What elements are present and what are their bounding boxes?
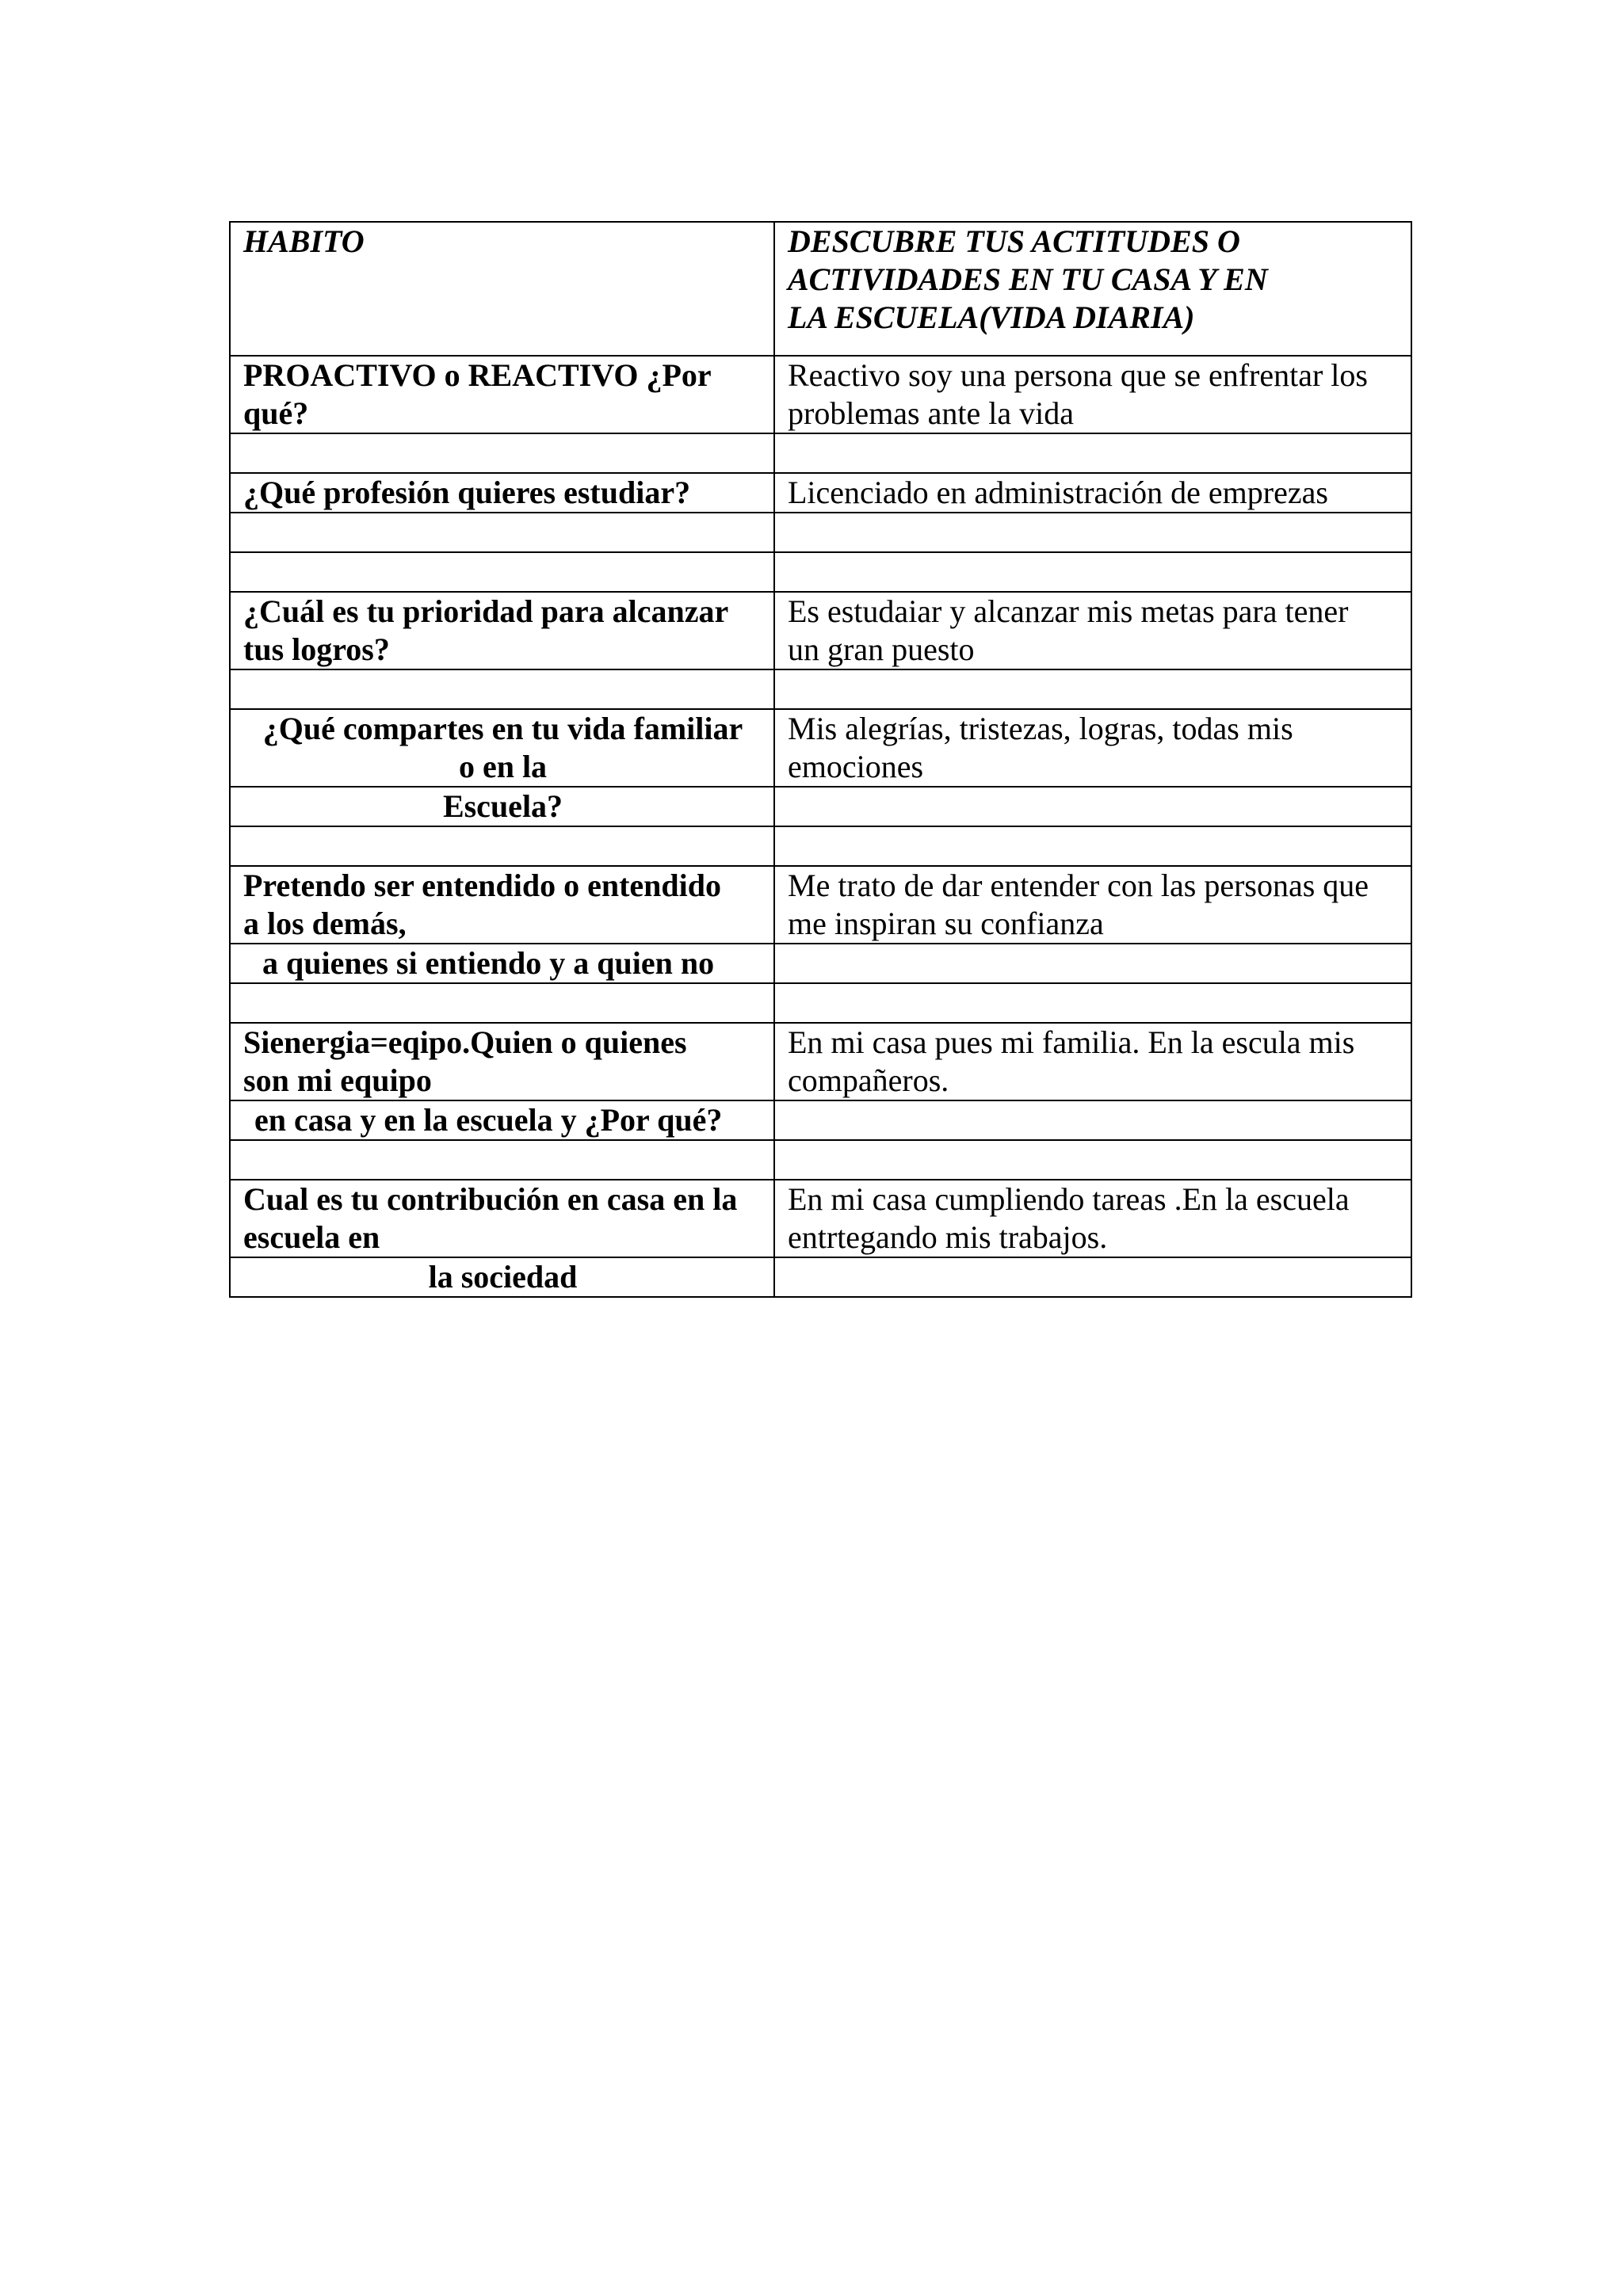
question-cell [230, 866, 774, 944]
answer-line: un gran puesto [788, 631, 975, 667]
table-row-continuation [230, 787, 1411, 826]
question-line: ¿Cuál es tu prioridad para alcanzar [243, 593, 729, 629]
question-cell [230, 1100, 774, 1140]
empty-cell [230, 1140, 774, 1180]
answer-line: Reactivo soy una persona que se enfrentar los [788, 357, 1368, 393]
question-line: PROACTIVO o REACTIVO ¿Por [243, 357, 712, 393]
header-right-line: DESCUBRE TUS ACTITUDES O [788, 223, 1240, 259]
question-line: Sienergia=eqipo.Quien o quienes [243, 1024, 687, 1060]
header-left-text: HABITO [243, 223, 365, 259]
empty-cell [774, 826, 1411, 866]
question-cell [230, 787, 774, 826]
answer-line: emociones [788, 749, 924, 784]
question-line: Pretendo ser entendido o entendido [243, 868, 721, 903]
answer-cell [774, 356, 1411, 433]
empty-cell [774, 552, 1411, 592]
answer-line: me inspiran su confianza [788, 906, 1104, 941]
question-line: o en la [458, 749, 548, 784]
table-row [230, 356, 1411, 433]
question-cell [230, 1023, 774, 1100]
empty-cell [230, 826, 774, 866]
answer-line: Me trato de dar entender con las personas que [788, 868, 1369, 903]
empty-row [230, 669, 1411, 709]
empty-row [230, 983, 1411, 1023]
question-line: tus logros? [243, 631, 390, 667]
empty-cell [774, 983, 1411, 1023]
empty-row [230, 433, 1411, 473]
question-line: en casa y en la escuela y ¿Por qué? [254, 1102, 723, 1138]
question-line: ¿Qué profesión quieres estudiar? [243, 475, 691, 510]
question-cell [230, 1180, 774, 1257]
table-row-continuation [230, 1100, 1411, 1140]
empty-row [230, 513, 1411, 552]
table-row-continuation [230, 1257, 1411, 1297]
header-right-line: ACTIVIDADES EN TU CASA Y EN [788, 261, 1268, 297]
answer-line: compañeros. [788, 1062, 949, 1098]
answer-cell [774, 592, 1411, 669]
table-row [230, 1023, 1411, 1100]
table-row [230, 709, 1411, 787]
empty-cell [774, 1140, 1411, 1180]
answer-cell [774, 866, 1411, 944]
question-line: ¿Qué compartes en tu vida familiar [262, 711, 743, 746]
header-right-line: LA ESCUELA(VIDA DIARIA) [788, 299, 1195, 335]
empty-cell [774, 787, 1411, 826]
empty-cell [230, 433, 774, 473]
empty-cell [230, 513, 774, 552]
answer-cell [774, 473, 1411, 513]
empty-cell [774, 433, 1411, 473]
empty-cell [774, 669, 1411, 709]
empty-cell [774, 1100, 1411, 1140]
table-row-continuation [230, 944, 1411, 983]
empty-cell [774, 1257, 1411, 1297]
header-habito [230, 222, 774, 356]
question-cell [230, 592, 774, 669]
empty-cell [230, 669, 774, 709]
question-line: la sociedad [428, 1259, 578, 1295]
empty-cell [774, 513, 1411, 552]
question-cell [230, 473, 774, 513]
empty-cell [230, 983, 774, 1023]
table-header-row [230, 222, 1411, 356]
empty-cell [774, 944, 1411, 983]
question-line: Escuela? [442, 788, 563, 824]
header-descubre [774, 222, 1411, 356]
habits-table [229, 221, 1412, 1298]
question-cell [230, 356, 774, 433]
question-line: qué? [243, 395, 309, 431]
answer-line: problemas ante la vida [788, 395, 1074, 431]
answer-line: Licenciado en administración de emprezas [788, 475, 1328, 510]
question-cell [230, 944, 774, 983]
question-line: son mi equipo [243, 1062, 432, 1098]
question-line: a los demás, [243, 906, 407, 941]
empty-row [230, 826, 1411, 866]
question-line: Cual es tu contribución en casa en la [243, 1181, 738, 1217]
answer-cell [774, 1023, 1411, 1100]
answer-cell [774, 1180, 1411, 1257]
table-row [230, 473, 1411, 513]
empty-row [230, 1140, 1411, 1180]
answer-line: entrtegando mis trabajos. [788, 1219, 1108, 1255]
answer-line: Es estudaiar y alcanzar mis metas para tener [788, 593, 1349, 629]
question-line: a quienes si entiendo y a quien no [262, 945, 715, 981]
answer-line: En mi casa pues mi familia. En la escula mis [788, 1024, 1355, 1060]
answer-cell [774, 709, 1411, 787]
answer-line: En mi casa cumpliendo tareas .En la escuela [788, 1181, 1350, 1217]
table-row [230, 866, 1411, 944]
table-row [230, 1180, 1411, 1257]
question-line: escuela en [243, 1219, 380, 1255]
table-row [230, 592, 1411, 669]
answer-line: Mis alegrías, tristezas, logras, todas mis [788, 711, 1293, 746]
question-cell [230, 1257, 774, 1297]
empty-row [230, 552, 1411, 592]
question-cell [230, 709, 774, 787]
empty-cell [230, 552, 774, 592]
